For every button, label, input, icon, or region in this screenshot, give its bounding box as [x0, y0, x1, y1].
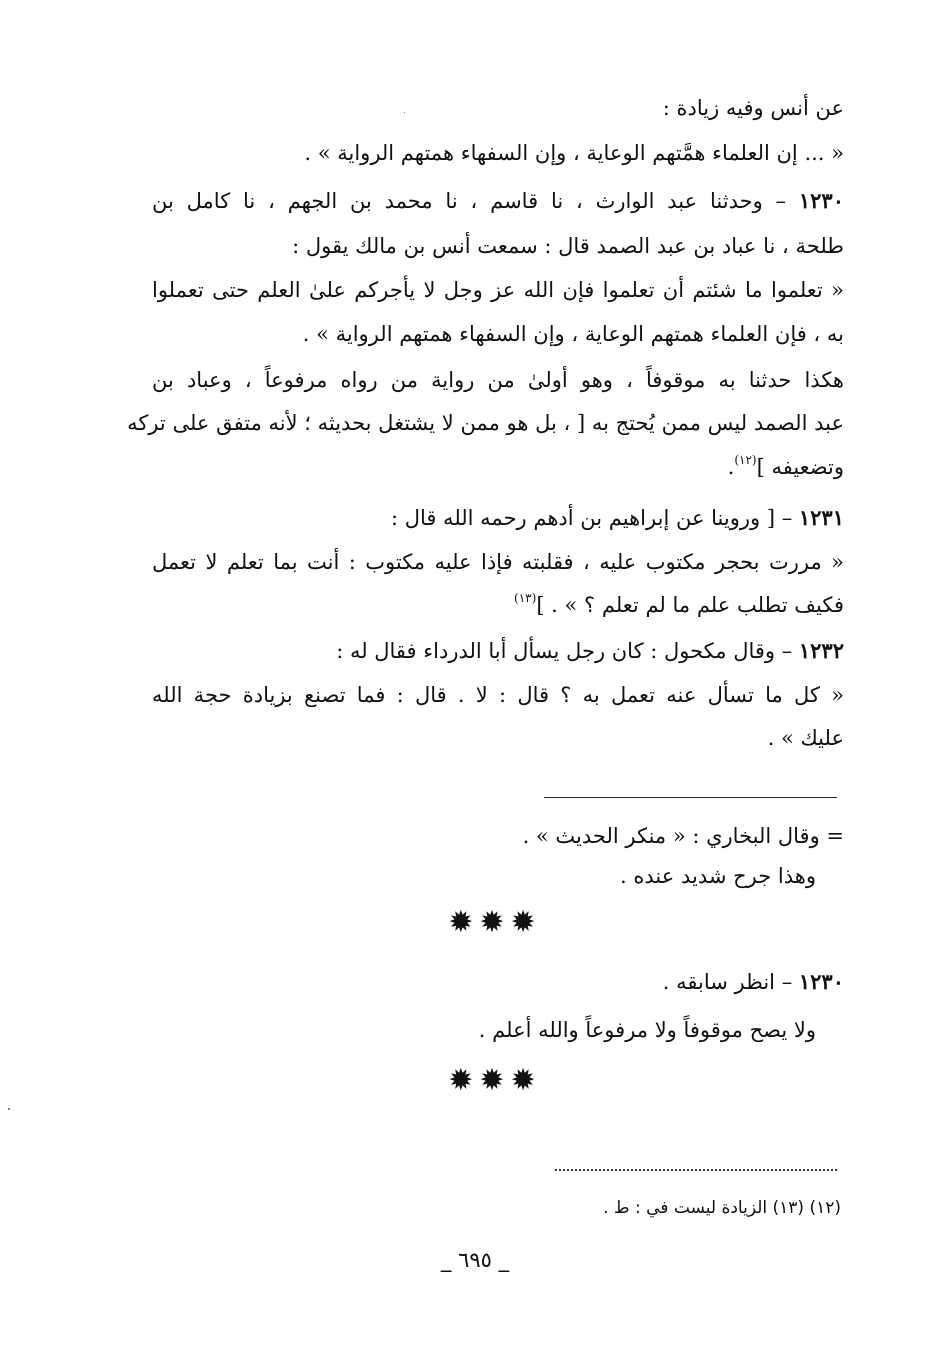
body-line-7: هكذا حدثنا به موقوفاً ، وهو أولىٰ من رواية من رواه مرفوعاً ، وعباد بن	[152, 368, 844, 392]
footnote-text: (١٢) (١٣) الزيادة ليست في : ط .	[603, 1198, 841, 1218]
hadith-number-1230: ١٢٣٠	[798, 188, 844, 213]
note-line-4: ولا يصح موقوفاً ولا مرفوعاً والله أعلم .	[478, 1018, 816, 1042]
hadith-1230-heading	[152, 185, 844, 217]
hadith-number-1231: ١٢٣١	[798, 505, 844, 530]
body-line-6: به ، فإن العلماء همتهم الوعاية ، وإن السفهاء همتهم الرواية » .	[302, 322, 844, 346]
notes-separator	[544, 797, 837, 798]
body-line-15: عليك » .	[767, 726, 844, 750]
star-divider-2: ✹✹✹	[448, 1063, 542, 1098]
body-line-12	[514, 589, 844, 621]
note-line-2: وهذا جرح شديد عنده .	[620, 864, 816, 888]
body-line-2: « ... إن العلماء همَّتهم الوعاية ، وإن السفهاء همتهم الرواية » .	[304, 141, 844, 165]
footnote-ref-13: (١٣)	[514, 591, 537, 605]
footnote-ref-12: (١٢)	[734, 453, 757, 467]
note-1230-heading	[663, 966, 844, 998]
star-divider-1: ✹✹✹	[448, 905, 542, 940]
body-line-4: طلحة ، نا عباد بن عبد الصمد قال : سمعت أنس بن مالك يقول :	[292, 234, 844, 258]
hadith-1231-heading	[391, 502, 844, 534]
body-line-12-text: فكيف تطلب علم ما لم تعلم ؟ » . ]	[536, 593, 844, 617]
body-line-8: عبد الصمد ليس ممن يُحتج به [ ، بل هو ممن لا يشتغل بحديثه ؛ لأنه متفق على تركه	[127, 411, 844, 435]
note-1230-text: – انظر سابقه .	[662, 970, 799, 994]
scan-speck	[8, 1108, 10, 1110]
note-number-1230: ١٢٣٠	[798, 969, 844, 994]
scan-speck	[404, 112, 405, 113]
page-number: _ ٦٩٥ _	[440, 1248, 510, 1272]
hadith-1231-text: – [ وروينا عن إبراهيم بن أدهم رحمه الله قال :	[390, 506, 799, 530]
body-line-14: « كل ما تسأل عنه تعمل به ؟ قال : لا . قال : فما تصنع بزيادة حجة الله	[152, 683, 844, 707]
hadith-1232-text: – وقال مكحول : كان رجل يسأل أبا الدرداء فقال له :	[336, 639, 799, 663]
hadith-number-1232: ١٢٣٢	[798, 638, 844, 663]
body-line-9-end: .	[727, 455, 735, 479]
note-line-1: = وقال البخاري : « منكر الحديث » .	[522, 824, 844, 848]
hadith-1230-text: – وحدثنا عبد الوارث ، نا قاسم ، نا محمد بن الجهم ، نا كامل بن	[152, 189, 799, 213]
body-line-9-text: وتضعيفه ]	[756, 455, 844, 479]
footnote-separator	[555, 1169, 837, 1171]
body-line-11: « مررت بحجر مكتوب عليه ، فقلبته فإذا عليه مكتوب : أنت بما تعلم لا تعمل	[152, 550, 844, 574]
body-line-5: « تعلموا ما شئتم أن تعلموا فإن الله عز وجل لا يأجركم علىٰ العلم حتى تعملوا	[152, 278, 844, 302]
hadith-1232-heading	[336, 635, 844, 667]
body-line-9	[728, 451, 844, 483]
body-line-1: عن أنس وفيه زيادة :	[662, 96, 844, 120]
